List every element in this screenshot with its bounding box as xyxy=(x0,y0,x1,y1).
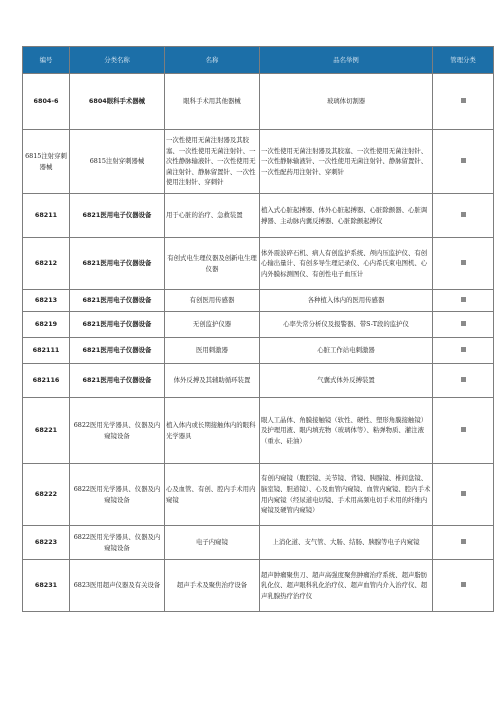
header-row xyxy=(23,47,494,74)
row-category: 6821医用电子仪器设备 xyxy=(70,194,165,238)
row-examples: 心率失常分析仪及报警器、带S-T段的监护仪 xyxy=(260,312,433,338)
row-number: 68211 xyxy=(23,194,70,238)
row-category: 6822医用光学器具、仪器及内窥镜设备 xyxy=(70,526,165,560)
row-examples: 有创内窥镜（腹腔镜、关节镜、背镜、胰腺镜、椎间盘镜、脑室镜、胆道镜）、心及血管内窥镜、血管内窥镜、腔内手术用内窥镜（经尿道电切镜、手术用高频电切手术用的纤维内窥镜及硬管内窥镜） xyxy=(260,464,433,526)
row-examples: 心脏工作站电刺激器 xyxy=(260,338,433,364)
row-number: 68221 xyxy=(23,398,70,464)
row-category: 6821医用电子仪器设备 xyxy=(70,338,165,364)
row-category: 6823医用超声仪器及有关设备 xyxy=(70,560,165,612)
management-mark-icon xyxy=(461,158,466,163)
row-management xyxy=(433,74,494,130)
table-row xyxy=(23,364,494,398)
header-management: 管理分类 xyxy=(433,47,494,74)
row-examples: 上消化道、支气管、大肠、结肠、胰腺等电子内窥镜 xyxy=(260,526,433,560)
row-management xyxy=(433,338,494,364)
management-mark-icon xyxy=(461,377,466,382)
row-number: 68213 xyxy=(23,290,70,312)
table-row xyxy=(23,130,494,194)
management-mark-icon xyxy=(461,260,466,265)
table-row xyxy=(23,526,494,560)
table-row xyxy=(23,290,494,312)
management-mark-icon xyxy=(461,539,466,544)
row-examples: 气囊式体外反搏装置 xyxy=(260,364,433,398)
row-examples: 超声肿瘤聚焦刀、超声高强度聚焦肿瘤治疗系统、超声脂肪乳化仪、超声眼科乳化治疗仪、超声血管内介入治疗仪、超声乳腺热疗治疗仪 xyxy=(260,560,433,612)
row-examples: 一次性使用无菌注射器及其胶塞、一次性使用无菌注射针、一次性静脉输液针、一次性使用无菌注射针、静脉留置针、一次性配药用注射针、穿刺针 xyxy=(260,130,433,194)
row-number: 68212 xyxy=(23,238,70,290)
row-category: 6815注射穿刺器械 xyxy=(70,130,165,194)
table-row xyxy=(23,238,494,290)
row-category: 6821医用电子仪器设备 xyxy=(70,290,165,312)
row-management xyxy=(433,560,494,612)
row-management xyxy=(433,464,494,526)
row-name: 电子内窥镜 xyxy=(165,526,260,560)
row-number: 682111 xyxy=(23,338,70,364)
row-category: 6821医用电子仪器设备 xyxy=(70,238,165,290)
table-row xyxy=(23,560,494,612)
row-management xyxy=(433,398,494,464)
row-management xyxy=(433,364,494,398)
header-number: 编号 xyxy=(23,47,70,74)
row-category: 6822医用光学器具、仪器及内窥镜设备 xyxy=(70,464,165,526)
table-row xyxy=(23,194,494,238)
table-row xyxy=(23,464,494,526)
row-category: 6822医用光学器具、仪器及内窥镜设备 xyxy=(70,398,165,464)
row-category: 6821医用电子仪器设备 xyxy=(70,312,165,338)
row-management xyxy=(433,194,494,238)
header-category: 分类名称 xyxy=(70,47,165,74)
management-mark-icon xyxy=(461,491,466,496)
row-number: 682116 xyxy=(23,364,70,398)
row-number: 68223 xyxy=(23,526,70,560)
row-name: 心及血管、有创、腔内手术用内窥镜 xyxy=(165,464,260,526)
row-number: 68231 xyxy=(23,560,70,612)
row-category: 6821医用电子仪器设备 xyxy=(70,364,165,398)
row-management xyxy=(433,290,494,312)
row-number: 6815注射穿刺器械 xyxy=(23,130,70,194)
management-mark-icon xyxy=(461,297,466,302)
management-mark-icon xyxy=(461,212,466,217)
row-number: 6804-6 xyxy=(23,74,70,130)
row-examples: 体外震波碎石机、病人有创监护系统、颅内压监护仪、有创心输出量计、有创多导生理记录仪、心内希氏束电图机、心内外膜标测图仪、有创性电子血压计 xyxy=(260,238,433,290)
row-number: 68219 xyxy=(23,312,70,338)
row-name: 无创监护仪器 xyxy=(165,312,260,338)
management-mark-icon xyxy=(461,98,466,103)
row-name: 用于心脏的治疗、急救装置 xyxy=(165,194,260,238)
row-examples: 眼人工晶体、角膜接触镜（软性、硬性、塑形角膜接触镜）及护理用液、眼内填充物（玻璃体等）、粘弹物质、灌注液（重水、硅油） xyxy=(260,398,433,464)
table-row xyxy=(23,398,494,464)
row-name: 有创式电生理仪器及创新电生理仪器 xyxy=(165,238,260,290)
management-mark-icon xyxy=(461,427,466,432)
row-name: 植入体内或长期接触体内的眼科光学器具 xyxy=(165,398,260,464)
row-management xyxy=(433,130,494,194)
row-management xyxy=(433,238,494,290)
table-row xyxy=(23,312,494,338)
row-name: 超声手术及聚焦治疗设备 xyxy=(165,560,260,612)
row-name: 医用刺激器 xyxy=(165,338,260,364)
management-mark-icon xyxy=(461,582,466,587)
row-examples: 植入式心脏起搏器、体外心脏起搏器、心脏除颤器、心脏调搏器、主动脉内囊反搏器、心脏除颤起搏仪 xyxy=(260,194,433,238)
table-row xyxy=(23,74,494,130)
management-mark-icon xyxy=(461,321,466,326)
table-row xyxy=(23,338,494,364)
device-classification-table xyxy=(22,46,494,612)
row-name: 一次性使用无菌注射器及其胶塞、一次性使用无菌注射针、一次性静脉输液针、一次性使用无菌注射针、静脉留置针、一次性使用注射针、穿刺针 xyxy=(165,130,260,194)
row-number: 68222 xyxy=(23,464,70,526)
row-examples: 各种植入体内的医用传感器 xyxy=(260,290,433,312)
management-mark-icon xyxy=(461,347,466,352)
row-management xyxy=(433,526,494,560)
row-name: 有创医用传感器 xyxy=(165,290,260,312)
row-management xyxy=(433,312,494,338)
header-name: 名称 xyxy=(165,47,260,74)
row-category: 6804眼科手术器械 xyxy=(70,74,165,130)
header-examples: 品名举例 xyxy=(260,47,433,74)
row-name: 体外反搏及其辅助循环装置 xyxy=(165,364,260,398)
row-examples: 玻璃体切割器 xyxy=(260,74,433,130)
row-name: 眼科手术用其他器械 xyxy=(165,74,260,130)
